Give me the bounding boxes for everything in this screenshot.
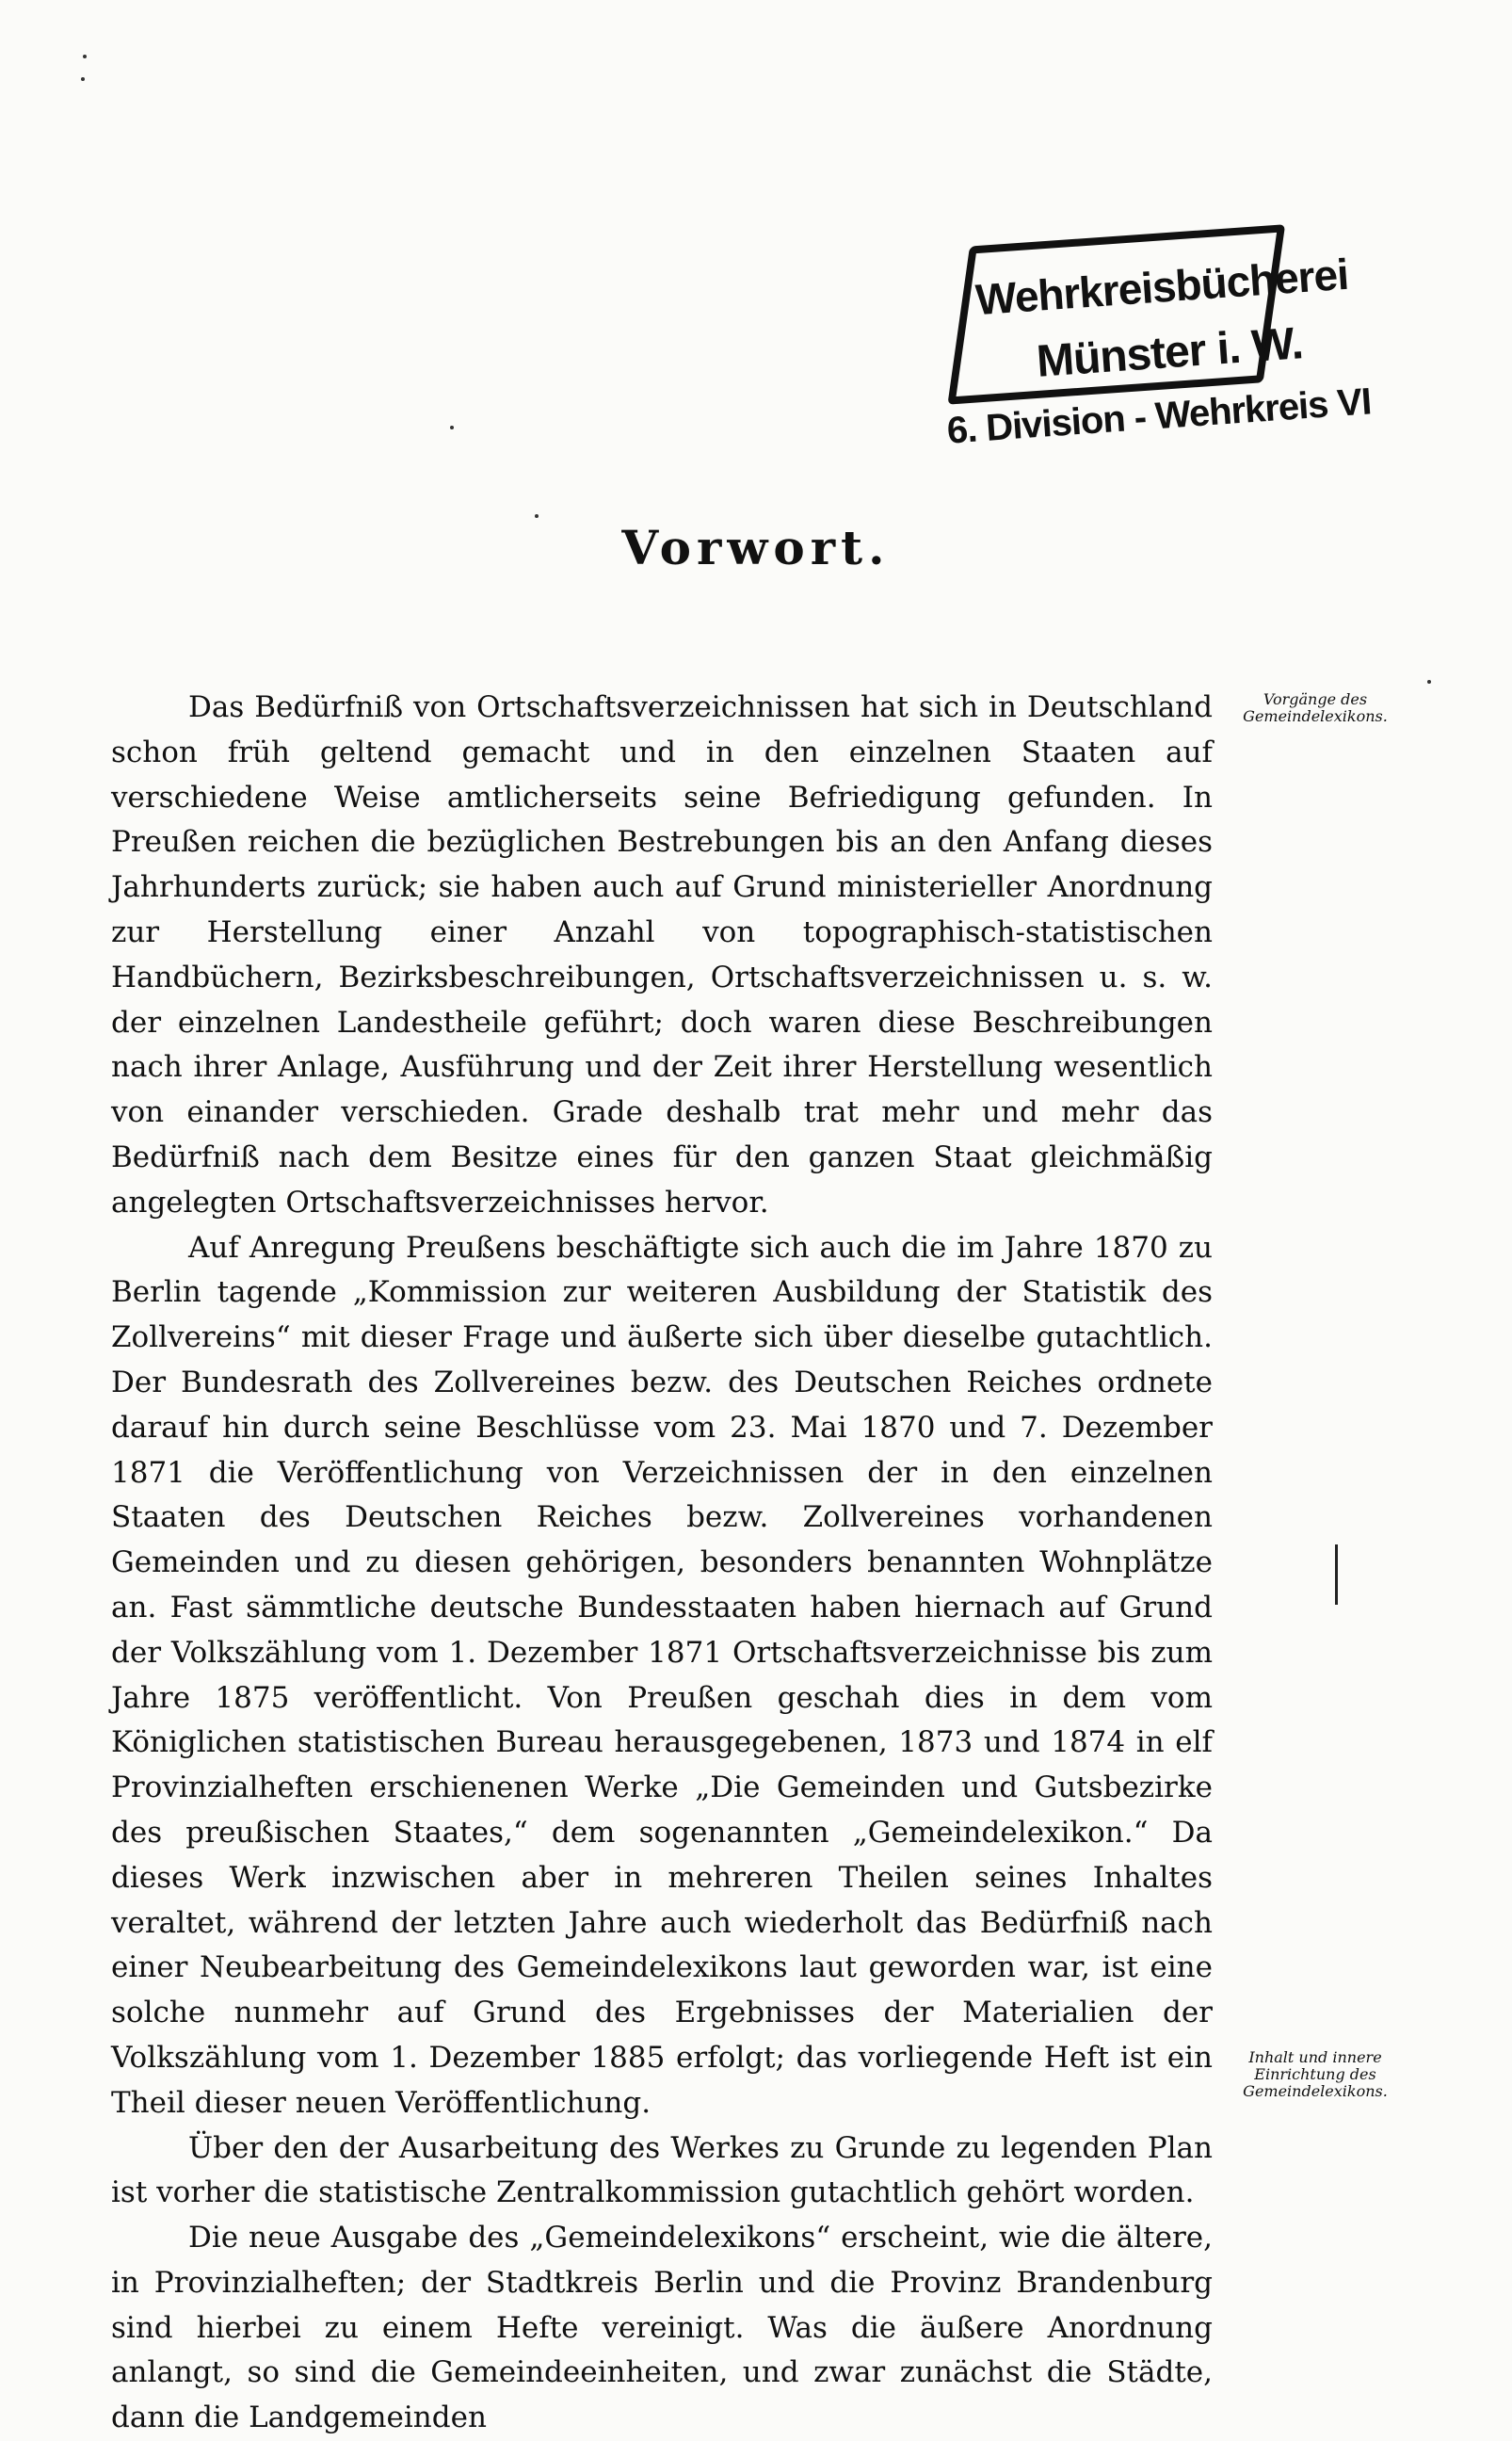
scan-speck (535, 514, 539, 518)
paragraph-4: Die neue Ausgabe des „Gemeindelexikons“ erscheint, wie die ältere, in Provinzialheften; der Stadtkreis Berlin und die Provinz Brandenburg sind hierbei zu einem Hefte vereinigt. Was die äußere Anordnung anlangt, so sind die Gemeindeeinheiten, und zwar zunächst die Städte, dann die Landgemeinden (111, 2221, 1213, 2435)
scan-speck (81, 77, 85, 81)
scan-speck (83, 55, 87, 58)
body-text (111, 686, 1213, 2441)
margin-note-2: Inhalt und innere Einrichtung des Gemeindelexikons. (1243, 2048, 1388, 2100)
paragraph-2: Auf Anregung Preußens beschäftigte sich auch die im Jahre 1870 zu Berlin tagende „Kommission zur weiteren Ausbildung der Statistik des Zollvereins“ mit dieser Frage und äußerte sich über dieselbe gutachtlich. Der Bundesrath des Zollvereines bezw. des Deutschen Reiches ordnete darauf hin durch seine Beschlüsse vom 23. Mai 1870 und 7. Dezember 1871 die Veröffentlichung von Verzeichnissen der in den einzelnen Staaten des Deutschen Reiches bezw. Zollvereines vorhandenen Gemeinden und zu diesen gehörigen, besonders benannten Wohnplätze an. Fast sämmtliche deutsche Bundesstaaten haben hiernach auf Grund der Volkszählung vom 1. Dezember 1871 Ortschaftsverzeichnisse bis zum Jahre 1875 veröffentlicht. Von Preußen geschah dies in dem vom Königlichen statistischen Bureau herausgegebenen, 1873 und 1874 in elf Provinzialheften erschienenen Werke „Die Gemeinden und Gutsbezirke des preußischen Staates,“ dem sogenannten „Gemeindelexikon.“ Da dieses Werk inzwischen aber in mehreren Theilen seines Inhaltes veraltet, während der letzten Jahre auch wiederholt das Bedürfniß nach einer Neubearbeitung des Gemeindelexikons laut geworden war, ist eine solche nunmehr auf Grund des Ergebnisses der Materialien der Volkszählung vom 1. Dezember 1885 erfolgt; das vorliegende Heft ist ein Theil dieser neuen Veröffentlichung. (111, 1230, 1213, 2120)
paragraph-3: Über den der Ausarbeitung des Werkes zu Grunde zu legenden Plan ist vorher die statistische Zentralkommission gutachtlich gehört worden. (111, 2130, 1213, 2210)
stamp-line-1: Wehrkreisbücherei (973, 249, 1350, 325)
margin-note-1: Vorgänge des Gemeindelexikons. (1243, 690, 1388, 725)
scan-speck (1427, 680, 1431, 684)
scan-speck (450, 426, 454, 429)
library-stamp (934, 222, 1373, 464)
stamp-line-3: 6. Division - Wehrkreis VI (945, 380, 1373, 452)
stamp-line-2: Münster i. W. (1035, 318, 1305, 387)
margin-bracket-line (1335, 1544, 1338, 1605)
page-title: Vorwort. (621, 520, 891, 575)
paragraph-1: Das Bedürfniß von Ortschaftsverzeichnissen hat sich in Deutschland schon früh geltend gemacht und in den einzelnen Staaten auf verschiedene Weise amtlicherseits seine Befriedigung gefunden. In Preußen reichen die bezüglichen Bestrebungen bis an den Anfang dieses Jahrhunderts zurück; sie haben auch auf Grund ministerieller Anordnung zur Herstellung einer Anzahl von topographisch-statistischen Handbüchern, Bezirksbeschreibungen, Ortschaftsverzeichnissen u. s. w. der einzelnen Landestheile geführt; doch waren diese Beschreibungen nach ihrer Anlage, Ausführung und der Zeit ihrer Herstellung wesentlich von einander verschieden. Grade deshalb trat mehr und mehr das Bedürfniß nach dem Besitze eines für den ganzen Staat gleichmäßig angelegten Ortschaftsverzeichnisses hervor. (111, 690, 1213, 1220)
